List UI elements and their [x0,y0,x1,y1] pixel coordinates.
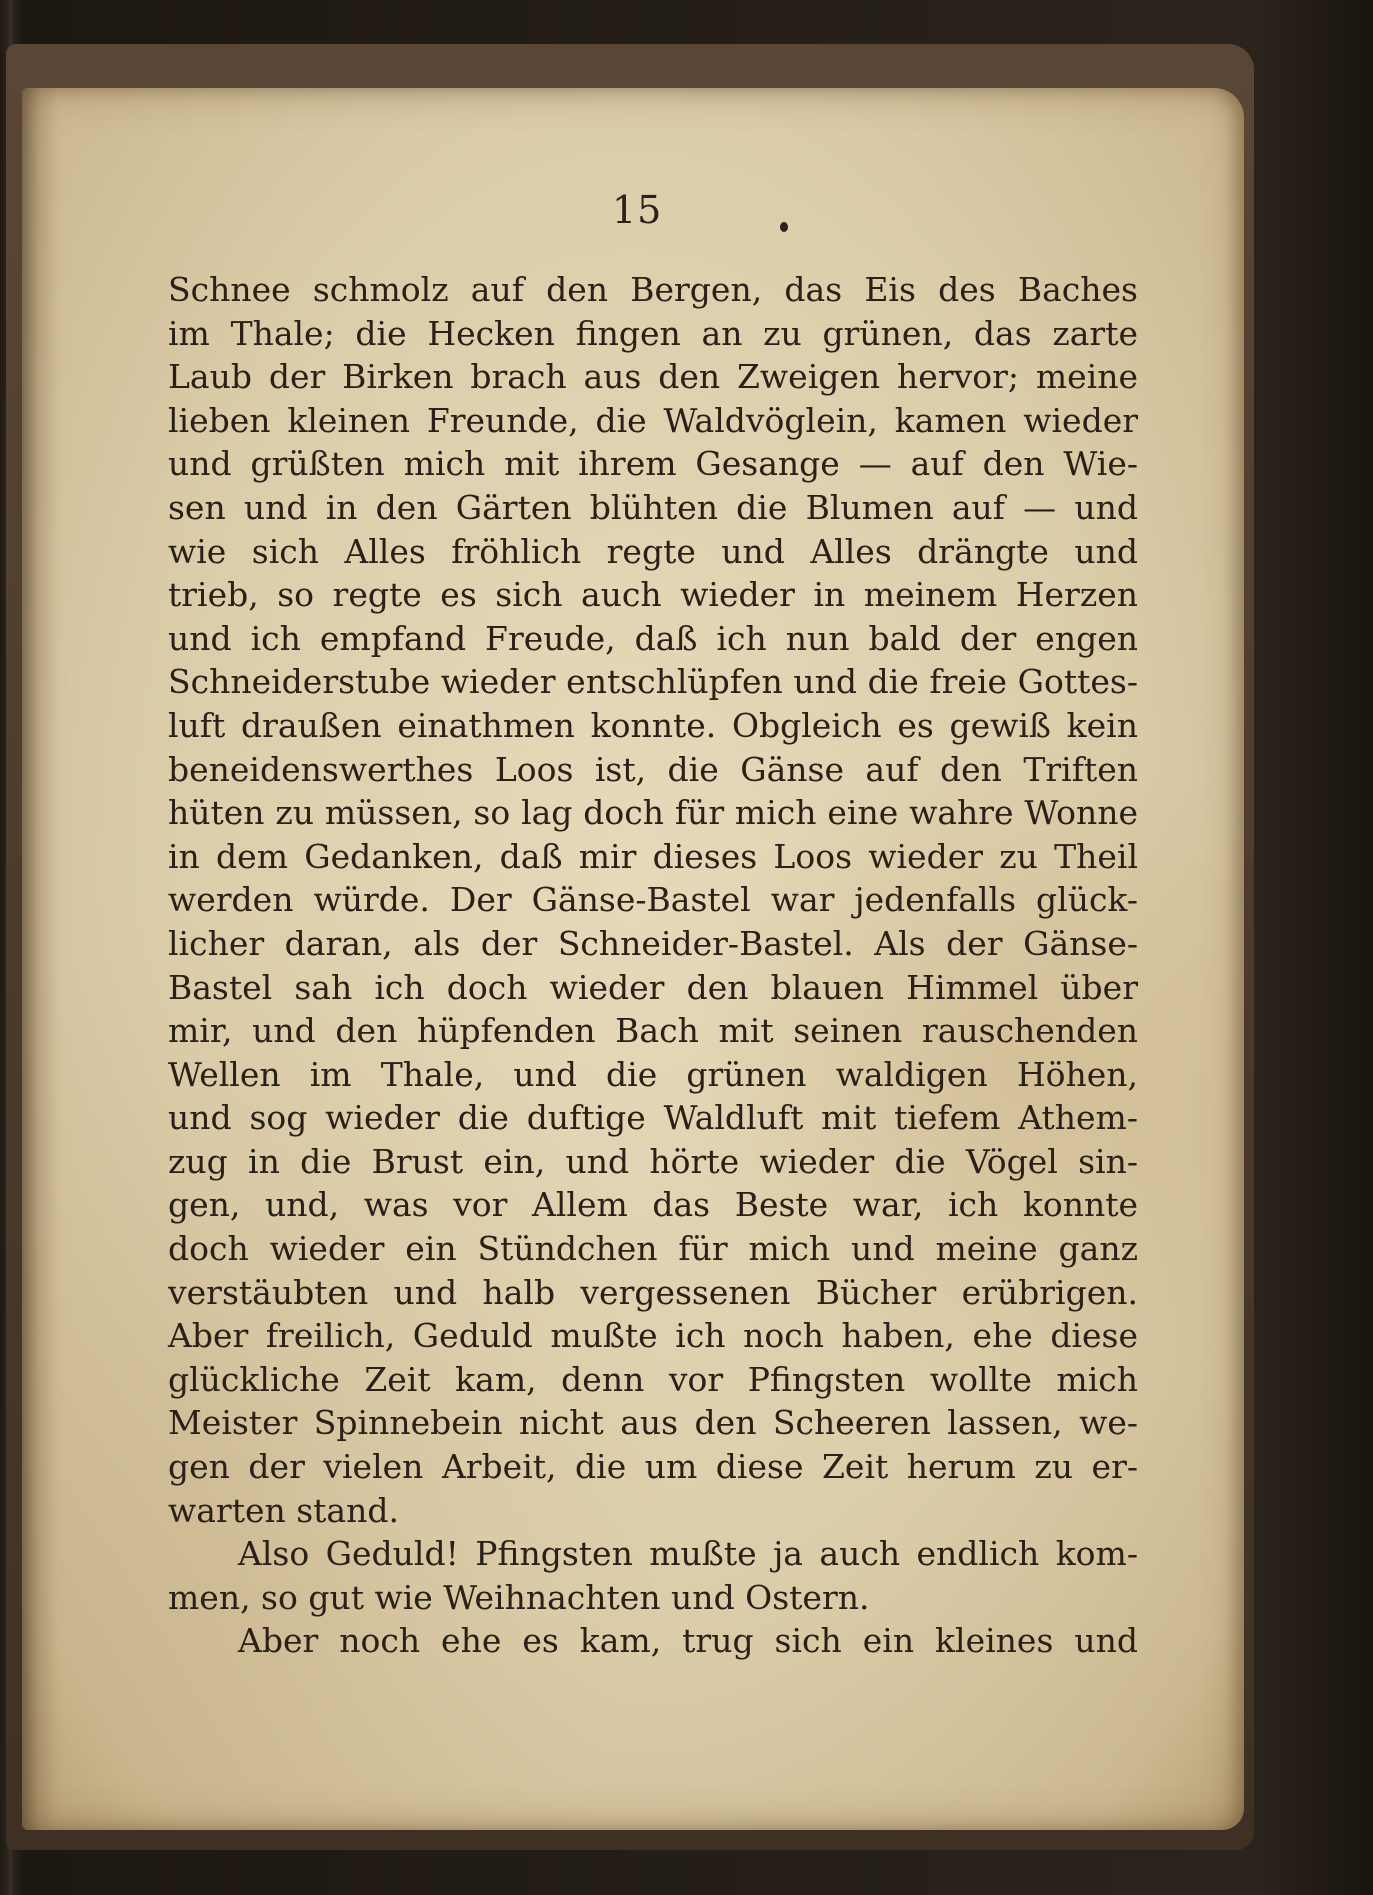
paragraph-end-line: warten stand. [168,1490,399,1530]
text-line: in dem Gedanken, daß mir dieses Loos wieder zu Theil [168,836,1138,876]
text-line: im Thale; die Hecken fingen an zu grünen, das zarte [168,313,1138,353]
paper-page [22,88,1244,1830]
text-line: Wellen im Thale, und die grünen waldigen Höhen, [168,1054,1138,1094]
text-line: und grüßten mich mit ihrem Gesange — auf den Wie- [168,444,1138,484]
text-line: Meister Spinnebein nicht aus den Scheeren lassen, we- [168,1403,1138,1443]
text-line: Bastel sah ich doch wieder den blauen Himmel über [168,967,1138,1007]
text-line: luft draußen einathmen konnte. Obgleich es gewiß kein [168,705,1138,745]
text-line: beneidenswerthes Loos ist, die Gänse auf den Triften [168,749,1138,789]
text-line: doch wieder ein Stündchen für mich und meine ganz [168,1229,1138,1269]
text-line: hüten zu müssen, so lag doch für mich eine wahre Wonne [168,793,1138,833]
text-line: Aber freilich, Geduld mußte ich noch haben, ehe diese [168,1316,1138,1356]
text-line: gen, und, was vor Allem das Beste war, ich konnte [168,1185,1138,1225]
text-line: sen und in den Gärten blühten die Blumen auf — und [168,487,1138,527]
text-line: zug in die Brust ein, und hörte wieder die Vögel sin- [168,1141,1138,1181]
text-line: licher daran, als der Schneider-Bastel. Als der Gänse- [168,923,1138,963]
text-line: und ich empfand Freude, daß ich nun bald der engen [168,618,1138,658]
page-gutter [22,88,58,1830]
text-line: Laub der Birken brach aus den Zweigen hervor; meine [168,357,1138,397]
text-line: und sog wieder die duftige Waldluft mit tiefem Athem- [168,1098,1138,1138]
paragraph-start-line: Aber noch ehe es kam, trug sich ein kleines und [238,1621,1138,1661]
text-line: Schnee schmolz auf den Bergen, das Eis des Baches [168,270,1138,309]
text-line: Schneiderstube wieder entschlüpfen und die freie Gottes- [168,662,1138,702]
paragraph-end-line: men, so gut wie Weihnachten und Ostern. [168,1577,870,1617]
text-line: verstäubten und halb vergessenen Bücher erübrigen. [168,1272,1138,1312]
ink-spot [780,222,788,232]
text-line: glückliche Zeit kam, denn vor Pfingsten wollte mich [168,1359,1138,1399]
text-line: wie sich Alles fröhlich regte und Alles drängte und [168,531,1138,571]
text-line: werden würde. Der Gänse-Bastel war jedenfalls glück- [168,880,1138,920]
text-line: trieb, so regte es sich auch wieder in meinem Herzen [168,575,1138,615]
text-line: lieben kleinen Freunde, die Waldvöglein, kamen wieder [168,400,1138,440]
paragraph-start-line: Also Geduld! Pfingsten mußte ja auch endlich kom- [238,1534,1138,1574]
page-number: 15 [612,188,663,232]
text-line: mir, und den hüpfenden Bach mit seinen rauschenden [168,1011,1138,1051]
text-line: gen der vielen Arbeit, die um diese Zeit herum zu er- [168,1447,1138,1487]
body-text [168,268,1138,1663]
